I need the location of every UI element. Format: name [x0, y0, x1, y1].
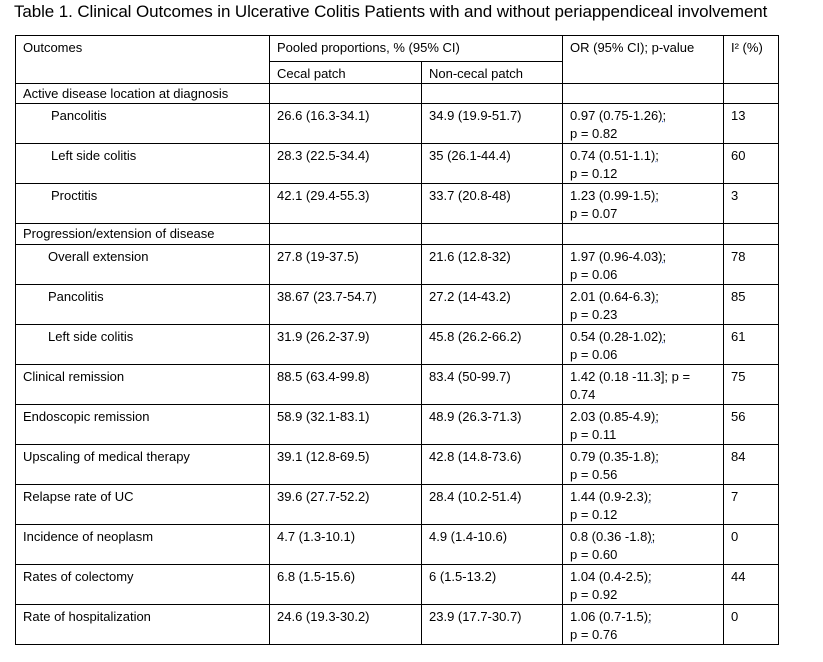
p-value: p = 0.60: [570, 547, 618, 562]
outcome-cell: Rate of hospitalization: [16, 605, 270, 645]
or-separator: ;: [648, 489, 652, 504]
or-separator: ;: [655, 409, 659, 424]
or-ci-line: [570, 147, 717, 165]
outcome-cell: Clinical remission: [16, 365, 270, 405]
or-value: 1.97 (0.96-4.03): [570, 249, 663, 264]
i2-cell: 44: [724, 565, 779, 605]
i2-cell: 60: [724, 144, 779, 184]
or-pvalue-cell: [563, 405, 724, 445]
header-i2: I² (%): [724, 36, 779, 84]
outcome-cell: Pancolitis: [16, 285, 270, 325]
table-row: [16, 184, 779, 224]
outcome-cell: Overall extension: [16, 245, 270, 285]
header-row: [16, 36, 779, 62]
cecal-patch-cell: 26.6 (16.3-34.1): [270, 104, 422, 144]
cecal-patch-cell: 38.67 (23.7-54.7): [270, 285, 422, 325]
noncecal-patch-cell: 48.9 (26.3-71.3): [422, 405, 563, 445]
noncecal-patch-cell: 35 (26.1-44.4): [422, 144, 563, 184]
noncecal-patch-cell: 45.8 (26.2-66.2): [422, 325, 563, 365]
header-noncecal-patch: Non-cecal patch: [422, 62, 563, 84]
outcome-cell: Left side colitis: [16, 144, 270, 184]
noncecal-patch-cell: 6 (1.5-13.2): [422, 565, 563, 605]
or-ci-line: [570, 248, 717, 266]
noncecal-patch-cell: 21.6 (12.8-32): [422, 245, 563, 285]
or-separator: ;: [651, 529, 656, 544]
i2-cell: 0: [724, 525, 779, 565]
header-cecal-patch: Cecal patch: [270, 62, 422, 84]
or-value: 0.79 (0.35-1.8): [570, 449, 656, 464]
clinical-outcomes-table: [15, 35, 779, 645]
or-value: 1.04 (0.4-2.5): [570, 569, 649, 584]
section-title: Active disease location at diagnosis: [16, 84, 270, 104]
i2-cell: 84: [724, 445, 779, 485]
table-row: [16, 525, 779, 565]
table-row: [16, 405, 779, 445]
cecal-patch-cell: 6.8 (1.5-15.6): [270, 565, 422, 605]
table-row: [16, 445, 779, 485]
i2-cell: 75: [724, 365, 779, 405]
or-ci-line: [570, 608, 717, 626]
or-pvalue-cell: [563, 445, 724, 485]
header-outcomes: Outcomes: [16, 36, 270, 84]
outcome-cell: Endoscopic remission: [16, 405, 270, 445]
or-separator: ;: [648, 569, 652, 584]
or-pvalue-cell: [563, 365, 724, 405]
outcome-cell: Relapse rate of UC: [16, 485, 270, 525]
or-pvalue-cell: [563, 184, 724, 224]
p-value: p = 0.12: [570, 507, 618, 522]
p-value: p = 0.56: [570, 467, 618, 482]
table-row: [16, 245, 779, 285]
or-separator: ;: [655, 148, 659, 163]
or-value: 1.42 (0.18 -11.3]; p =: [570, 369, 691, 384]
section-row: [16, 224, 779, 245]
noncecal-patch-cell: 28.4 (10.2-51.4): [422, 485, 563, 525]
or-value: 2.01 (0.64-6.3): [570, 289, 656, 304]
cecal-patch-cell: 24.6 (19.3-30.2): [270, 605, 422, 645]
or-ci-line: [570, 368, 717, 386]
p-value: p = 0.76: [570, 627, 618, 642]
or-separator: ;: [655, 289, 659, 304]
outcome-cell: Proctitis: [16, 184, 270, 224]
table-row: [16, 325, 779, 365]
or-separator: ;: [655, 188, 659, 203]
cecal-patch-cell: 39.6 (27.7-52.2): [270, 485, 422, 525]
table-caption: Table 1. Clinical Outcomes in Ulcerative Colitis Patients with and without periappendiceal involvement: [14, 2, 768, 21]
table-row: [16, 144, 779, 184]
p-value: p = 0.06: [570, 347, 618, 362]
i2-cell: 13: [724, 104, 779, 144]
table-row: [16, 285, 779, 325]
section-title: Progression/extension of disease: [16, 224, 270, 245]
noncecal-patch-cell: 34.9 (19.9-51.7): [422, 104, 563, 144]
p-value: 0.74: [570, 387, 596, 402]
table-row: [16, 365, 779, 405]
header-pooled-proportions: Pooled proportions, % (95% CI): [270, 36, 563, 62]
table-row: [16, 565, 779, 605]
p-value: p = 0.11: [570, 427, 617, 442]
or-ci-line: [570, 107, 717, 125]
outcome-cell: Rates of colectomy: [16, 565, 270, 605]
or-ci-line: [570, 408, 717, 426]
cecal-patch-cell: 42.1 (29.4-55.3): [270, 184, 422, 224]
p-value: p = 0.07: [570, 206, 618, 221]
noncecal-patch-cell: 42.8 (14.8-73.6): [422, 445, 563, 485]
or-pvalue-cell: [563, 525, 724, 565]
cecal-patch-cell: 28.3 (22.5-34.4): [270, 144, 422, 184]
or-value: 1.06 (0.7-1.5): [570, 609, 649, 624]
or-value: 0.74 (0.51-1.1): [570, 148, 656, 163]
or-ci-line: [570, 288, 717, 306]
noncecal-patch-cell: 4.9 (1.4-10.6): [422, 525, 563, 565]
or-value: 2.03 (0.85-4.9): [570, 409, 656, 424]
or-separator: ;: [648, 609, 652, 624]
noncecal-patch-cell: 83.4 (50-99.7): [422, 365, 563, 405]
or-separator: ;: [662, 108, 667, 123]
cecal-patch-cell: 58.9 (32.1-83.1): [270, 405, 422, 445]
cecal-patch-cell: 27.8 (19-37.5): [270, 245, 422, 285]
or-separator: ;: [662, 329, 667, 344]
or-pvalue-cell: [563, 325, 724, 365]
or-pvalue-cell: [563, 565, 724, 605]
or-ci-line: [570, 448, 717, 466]
cecal-patch-cell: 31.9 (26.2-37.9): [270, 325, 422, 365]
p-value: p = 0.12: [570, 166, 618, 181]
outcome-cell: Upscaling of medical therapy: [16, 445, 270, 485]
table-row: [16, 605, 779, 645]
or-ci-line: [570, 568, 717, 586]
or-value: 0.54 (0.28-1.02): [570, 329, 663, 344]
or-value: 0.8 (0.36 -1.8): [570, 529, 652, 544]
or-pvalue-cell: [563, 144, 724, 184]
i2-cell: 61: [724, 325, 779, 365]
or-value: 1.23 (0.99-1.5): [570, 188, 656, 203]
outcome-cell: Left side colitis: [16, 325, 270, 365]
or-ci-line: [570, 328, 717, 346]
i2-cell: 7: [724, 485, 779, 525]
or-pvalue-cell: [563, 245, 724, 285]
or-pvalue-cell: [563, 605, 724, 645]
noncecal-patch-cell: 33.7 (20.8-48): [422, 184, 563, 224]
or-pvalue-cell: [563, 104, 724, 144]
header-or-pvalue: OR (95% CI); p-value: [563, 36, 724, 84]
p-value: p = 0.92: [570, 587, 618, 602]
i2-cell: 3: [724, 184, 779, 224]
p-value: p = 0.23: [570, 307, 618, 322]
noncecal-patch-cell: 27.2 (14-43.2): [422, 285, 563, 325]
or-ci-line: [570, 488, 717, 506]
noncecal-patch-cell: 23.9 (17.7-30.7): [422, 605, 563, 645]
or-pvalue-cell: [563, 485, 724, 525]
outcome-cell: Pancolitis: [16, 104, 270, 144]
or-value: 1.44 (0.9-2.3): [570, 489, 649, 504]
section-row: [16, 84, 779, 104]
table-row: [16, 104, 779, 144]
cecal-patch-cell: 39.1 (12.8-69.5): [270, 445, 422, 485]
or-ci-line: [570, 528, 717, 546]
table-row: [16, 485, 779, 525]
cecal-patch-cell: 4.7 (1.3-10.1): [270, 525, 422, 565]
or-value: 0.97 (0.75-1.26): [570, 108, 663, 123]
i2-cell: 85: [724, 285, 779, 325]
cecal-patch-cell: 88.5 (63.4-99.8): [270, 365, 422, 405]
i2-cell: 56: [724, 405, 779, 445]
or-pvalue-cell: [563, 285, 724, 325]
outcome-cell: Incidence of neoplasm: [16, 525, 270, 565]
or-separator: ;: [655, 449, 659, 464]
or-ci-line: [570, 187, 717, 205]
i2-cell: 78: [724, 245, 779, 285]
or-separator: ;: [662, 249, 667, 264]
p-value: p = 0.06: [570, 267, 618, 282]
i2-cell: 0: [724, 605, 779, 645]
p-value: p = 0.82: [570, 126, 618, 141]
